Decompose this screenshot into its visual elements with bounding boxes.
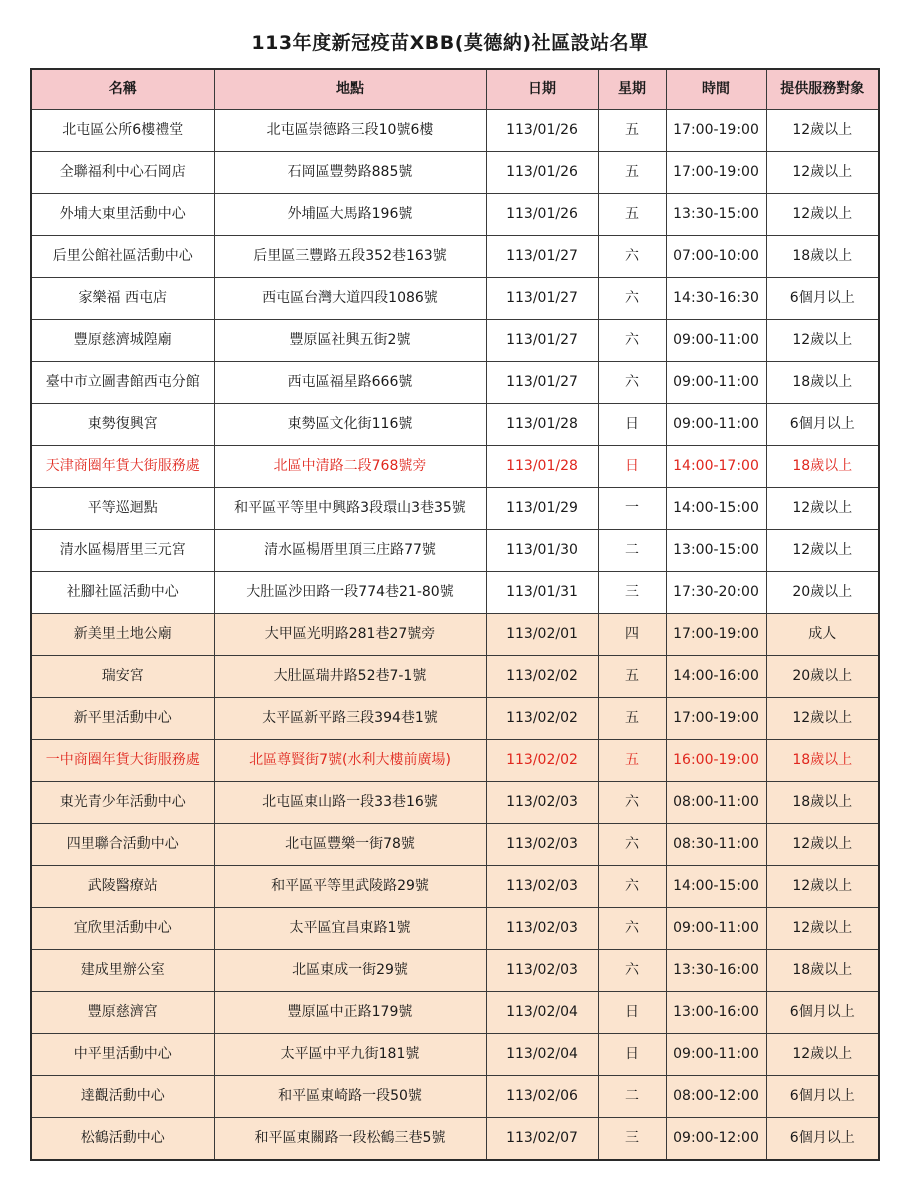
cell-weekday: 五 xyxy=(598,152,666,194)
cell-location: 東勢區文化街116號 xyxy=(214,404,486,446)
cell-target: 18歲以上 xyxy=(766,950,879,992)
cell-weekday: 六 xyxy=(598,908,666,950)
cell-target: 6個月以上 xyxy=(766,1076,879,1118)
table-row xyxy=(31,908,879,950)
cell-target: 6個月以上 xyxy=(766,278,879,320)
cell-location: 西屯區福星路666號 xyxy=(214,362,486,404)
cell-date: 113/01/31 xyxy=(486,572,598,614)
cell-weekday: 二 xyxy=(598,530,666,572)
cell-time: 09:00-11:00 xyxy=(666,362,766,404)
table-row xyxy=(31,656,879,698)
cell-date: 113/02/01 xyxy=(486,614,598,656)
cell-target: 18歲以上 xyxy=(766,446,879,488)
cell-location: 太平區宜昌東路1號 xyxy=(214,908,486,950)
table-row xyxy=(31,866,879,908)
cell-name: 臺中市立圖書館西屯分館 xyxy=(31,362,214,404)
cell-time: 17:00-19:00 xyxy=(666,152,766,194)
cell-name: 四里聯合活動中心 xyxy=(31,824,214,866)
cell-weekday: 六 xyxy=(598,236,666,278)
cell-time: 09:00-11:00 xyxy=(666,1034,766,1076)
cell-target: 12歲以上 xyxy=(766,1034,879,1076)
cell-location: 和平區東關路一段松鶴三巷5號 xyxy=(214,1118,486,1161)
cell-time: 17:00-19:00 xyxy=(666,110,766,152)
cell-time: 08:00-12:00 xyxy=(666,1076,766,1118)
cell-date: 113/02/02 xyxy=(486,740,598,782)
table-row xyxy=(31,446,879,488)
vaccine-site-table xyxy=(30,68,880,1161)
cell-time: 07:00-10:00 xyxy=(666,236,766,278)
cell-date: 113/02/03 xyxy=(486,782,598,824)
cell-weekday: 六 xyxy=(598,824,666,866)
header-time: 時間 xyxy=(666,69,766,110)
table-row xyxy=(31,236,879,278)
cell-weekday: 六 xyxy=(598,866,666,908)
table-row xyxy=(31,782,879,824)
cell-time: 17:30-20:00 xyxy=(666,572,766,614)
cell-date: 113/02/07 xyxy=(486,1118,598,1161)
cell-location: 西屯區台灣大道四段1086號 xyxy=(214,278,486,320)
cell-weekday: 二 xyxy=(598,1076,666,1118)
table-row xyxy=(31,1076,879,1118)
table-row xyxy=(31,530,879,572)
cell-date: 113/01/30 xyxy=(486,530,598,572)
cell-time: 14:00-15:00 xyxy=(666,866,766,908)
cell-location: 大甲區光明路281巷27號旁 xyxy=(214,614,486,656)
cell-location: 和平區平等里中興路3段環山3巷35號 xyxy=(214,488,486,530)
header-name: 名稱 xyxy=(31,69,214,110)
cell-target: 12歲以上 xyxy=(766,320,879,362)
cell-time: 16:00-19:00 xyxy=(666,740,766,782)
cell-weekday: 日 xyxy=(598,1034,666,1076)
table-row xyxy=(31,488,879,530)
cell-name: 平等巡迴點 xyxy=(31,488,214,530)
cell-date: 113/01/27 xyxy=(486,278,598,320)
cell-date: 113/01/28 xyxy=(486,404,598,446)
cell-time: 08:30-11:00 xyxy=(666,824,766,866)
header-weekday: 星期 xyxy=(598,69,666,110)
cell-location: 北區尊賢街7號(水利大樓前廣場) xyxy=(214,740,486,782)
cell-time: 09:00-11:00 xyxy=(666,404,766,446)
cell-name: 后里公館社區活動中心 xyxy=(31,236,214,278)
cell-date: 113/02/03 xyxy=(486,824,598,866)
cell-date: 113/02/02 xyxy=(486,698,598,740)
table-row xyxy=(31,320,879,362)
header-date: 日期 xyxy=(486,69,598,110)
cell-name: 北屯區公所6樓禮堂 xyxy=(31,110,214,152)
cell-location: 豐原區社興五街2號 xyxy=(214,320,486,362)
cell-target: 6個月以上 xyxy=(766,992,879,1034)
table-row xyxy=(31,824,879,866)
cell-time: 13:00-16:00 xyxy=(666,992,766,1034)
cell-weekday: 一 xyxy=(598,488,666,530)
cell-time: 13:00-15:00 xyxy=(666,530,766,572)
table-row xyxy=(31,614,879,656)
cell-weekday: 六 xyxy=(598,782,666,824)
cell-name: 宜欣里活動中心 xyxy=(31,908,214,950)
cell-date: 113/02/03 xyxy=(486,866,598,908)
cell-weekday: 三 xyxy=(598,572,666,614)
cell-name: 外埔大東里活動中心 xyxy=(31,194,214,236)
cell-name: 一中商圈年貨大街服務處 xyxy=(31,740,214,782)
cell-location: 大肚區沙田路一段774巷21-80號 xyxy=(214,572,486,614)
cell-date: 113/02/03 xyxy=(486,950,598,992)
cell-location: 北區東成一街29號 xyxy=(214,950,486,992)
cell-name: 全聯福利中心石岡店 xyxy=(31,152,214,194)
cell-time: 13:30-15:00 xyxy=(666,194,766,236)
cell-time: 08:00-11:00 xyxy=(666,782,766,824)
cell-weekday: 五 xyxy=(598,740,666,782)
cell-time: 09:00-11:00 xyxy=(666,908,766,950)
cell-name: 新美里土地公廟 xyxy=(31,614,214,656)
cell-target: 12歲以上 xyxy=(766,152,879,194)
cell-target: 18歲以上 xyxy=(766,236,879,278)
cell-location: 北屯區豐樂一街78號 xyxy=(214,824,486,866)
cell-target: 18歲以上 xyxy=(766,740,879,782)
cell-target: 6個月以上 xyxy=(766,404,879,446)
cell-name: 清水區楊厝里三元宮 xyxy=(31,530,214,572)
cell-name: 武陵醫療站 xyxy=(31,866,214,908)
cell-time: 14:30-16:30 xyxy=(666,278,766,320)
cell-date: 113/01/26 xyxy=(486,194,598,236)
cell-weekday: 六 xyxy=(598,320,666,362)
cell-target: 18歲以上 xyxy=(766,782,879,824)
cell-name: 家樂福 西屯店 xyxy=(31,278,214,320)
cell-location: 石岡區豐勢路885號 xyxy=(214,152,486,194)
table-row xyxy=(31,110,879,152)
cell-target: 成人 xyxy=(766,614,879,656)
table-row xyxy=(31,992,879,1034)
cell-location: 和平區平等里武陵路29號 xyxy=(214,866,486,908)
cell-target: 20歲以上 xyxy=(766,656,879,698)
cell-name: 新平里活動中心 xyxy=(31,698,214,740)
cell-location: 清水區楊厝里頂三庄路77號 xyxy=(214,530,486,572)
cell-location: 北屯區崇德路三段10號6樓 xyxy=(214,110,486,152)
cell-time: 14:00-17:00 xyxy=(666,446,766,488)
table-row xyxy=(31,1118,879,1161)
cell-weekday: 三 xyxy=(598,1118,666,1161)
table-row xyxy=(31,194,879,236)
cell-location: 外埔區大馬路196號 xyxy=(214,194,486,236)
cell-weekday: 四 xyxy=(598,614,666,656)
cell-name: 瑞安宮 xyxy=(31,656,214,698)
cell-time: 17:00-19:00 xyxy=(666,698,766,740)
cell-date: 113/01/29 xyxy=(486,488,598,530)
cell-weekday: 六 xyxy=(598,362,666,404)
cell-name: 社腳社區活動中心 xyxy=(31,572,214,614)
cell-weekday: 日 xyxy=(598,446,666,488)
cell-location: 太平區中平九街181號 xyxy=(214,1034,486,1076)
cell-weekday: 五 xyxy=(598,194,666,236)
cell-target: 12歲以上 xyxy=(766,908,879,950)
document-title: 113年度新冠疫苗XBB(莫德納)社區設站名單 xyxy=(251,32,649,54)
cell-date: 113/01/26 xyxy=(486,110,598,152)
cell-name: 東勢復興宮 xyxy=(31,404,214,446)
cell-weekday: 六 xyxy=(598,278,666,320)
cell-weekday: 五 xyxy=(598,698,666,740)
cell-target: 6個月以上 xyxy=(766,1118,879,1161)
cell-time: 14:00-15:00 xyxy=(666,488,766,530)
cell-name: 豐原慈濟城隍廟 xyxy=(31,320,214,362)
cell-date: 113/01/27 xyxy=(486,362,598,404)
header-location: 地點 xyxy=(214,69,486,110)
table-header-row xyxy=(31,69,879,110)
table-row xyxy=(31,740,879,782)
cell-time: 13:30-16:00 xyxy=(666,950,766,992)
cell-location: 大肚區瑞井路52巷7-1號 xyxy=(214,656,486,698)
cell-name: 豐原慈濟宮 xyxy=(31,992,214,1034)
cell-target: 12歲以上 xyxy=(766,824,879,866)
cell-target: 18歲以上 xyxy=(766,362,879,404)
cell-date: 113/02/06 xyxy=(486,1076,598,1118)
cell-weekday: 日 xyxy=(598,992,666,1034)
cell-name: 達觀活動中心 xyxy=(31,1076,214,1118)
table-row xyxy=(31,404,879,446)
table-row xyxy=(31,152,879,194)
cell-location: 和平區東崎路一段50號 xyxy=(214,1076,486,1118)
cell-time: 14:00-16:00 xyxy=(666,656,766,698)
cell-date: 113/01/26 xyxy=(486,152,598,194)
cell-target: 12歲以上 xyxy=(766,488,879,530)
cell-weekday: 日 xyxy=(598,404,666,446)
cell-date: 113/01/27 xyxy=(486,320,598,362)
cell-target: 12歲以上 xyxy=(766,698,879,740)
cell-target: 20歲以上 xyxy=(766,572,879,614)
cell-date: 113/01/27 xyxy=(486,236,598,278)
cell-date: 113/02/03 xyxy=(486,908,598,950)
cell-target: 12歲以上 xyxy=(766,194,879,236)
header-target: 提供服務對象 xyxy=(766,69,879,110)
cell-date: 113/02/02 xyxy=(486,656,598,698)
cell-time: 09:00-11:00 xyxy=(666,320,766,362)
cell-name: 東光青少年活動中心 xyxy=(31,782,214,824)
cell-location: 北屯區東山路一段33巷16號 xyxy=(214,782,486,824)
table-row xyxy=(31,572,879,614)
table-row xyxy=(31,950,879,992)
cell-name: 建成里辦公室 xyxy=(31,950,214,992)
cell-weekday: 五 xyxy=(598,656,666,698)
cell-target: 12歲以上 xyxy=(766,110,879,152)
cell-weekday: 五 xyxy=(598,110,666,152)
cell-time: 17:00-19:00 xyxy=(666,614,766,656)
cell-time: 09:00-12:00 xyxy=(666,1118,766,1161)
cell-name: 天津商圈年貨大街服務處 xyxy=(31,446,214,488)
cell-location: 太平區新平路三段394巷1號 xyxy=(214,698,486,740)
cell-date: 113/01/28 xyxy=(486,446,598,488)
cell-name: 松鶴活動中心 xyxy=(31,1118,214,1161)
cell-target: 12歲以上 xyxy=(766,866,879,908)
cell-location: 后里區三豐路五段352巷163號 xyxy=(214,236,486,278)
table-row xyxy=(31,362,879,404)
table-row xyxy=(31,698,879,740)
cell-target: 12歲以上 xyxy=(766,530,879,572)
cell-name: 中平里活動中心 xyxy=(31,1034,214,1076)
cell-weekday: 六 xyxy=(598,950,666,992)
table-row xyxy=(31,1034,879,1076)
cell-date: 113/02/04 xyxy=(486,992,598,1034)
table-row xyxy=(31,278,879,320)
cell-date: 113/02/04 xyxy=(486,1034,598,1076)
cell-location: 北區中清路二段768號旁 xyxy=(214,446,486,488)
cell-location: 豐原區中正路179號 xyxy=(214,992,486,1034)
